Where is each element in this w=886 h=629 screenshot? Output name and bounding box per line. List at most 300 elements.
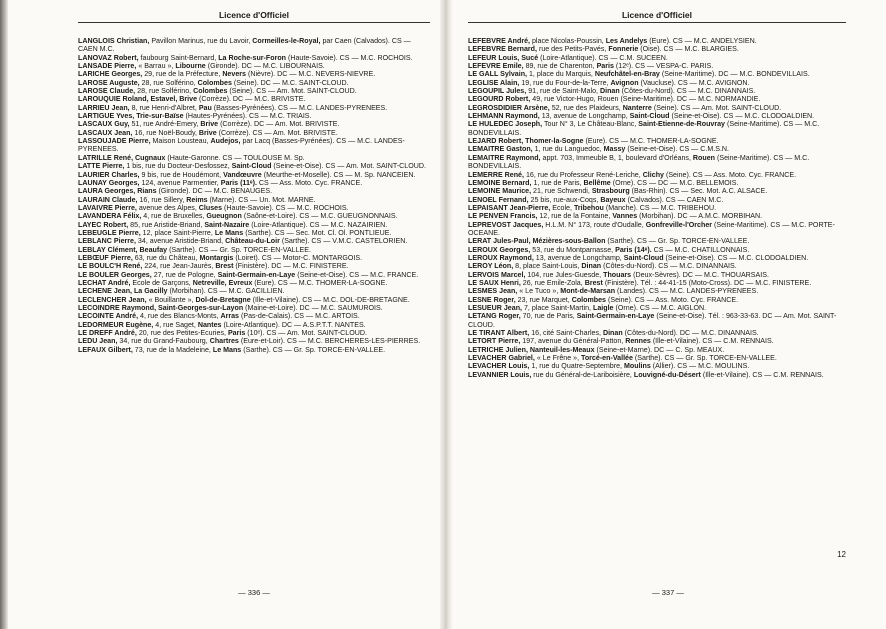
- entry-city: Dinan: [602, 329, 623, 338]
- entry-city: Bayeux: [600, 195, 626, 204]
- entry-club: (Meurthe-et-Moselle). CS — M. Sp. NANCEIEN.: [261, 170, 416, 179]
- directory-entry: [468, 221, 846, 238]
- entry-address: 28, rue Solférino,: [139, 78, 198, 87]
- entry-club: (Sarthe). CS — Sec. Mot. Cl. Ol. PONTLIEUE.: [243, 228, 392, 237]
- entry-address: 53, rue du Montparnasse,: [530, 245, 616, 254]
- entry-name: LECHENE Jean, La Gacilly: [78, 287, 168, 296]
- directory-entry: [468, 296, 846, 304]
- entry-address: 1, place du Marquis,: [527, 70, 595, 79]
- entry-city: Saint-Georges-sur-Layon: [158, 304, 244, 312]
- entry-city: Clichy: [642, 170, 664, 179]
- entry-address: 4, rue Saget,: [153, 320, 198, 329]
- entry-club: (Pas-de-Calais). CS — M.C. ARTOIS.: [239, 312, 360, 321]
- directory-entry: [468, 45, 846, 53]
- entry-city: Neufchâtel-en-Bray: [594, 70, 660, 79]
- directory-entry: [468, 362, 846, 370]
- entry-address: Tour N° 3, Le Château-Blanc,: [542, 120, 639, 129]
- entry-address: 4, rue de Bruxelles,: [141, 212, 207, 221]
- directory-entry: [468, 171, 846, 179]
- entry-address: 28, rue Solférino,: [135, 87, 194, 96]
- entry-address: 4, rue des Blancs-Monts,: [138, 312, 221, 321]
- entry-address: « Le Frêne »,: [534, 354, 582, 363]
- entry-name: LEFAUX Gilbert,: [78, 345, 133, 354]
- entry-address: (Hautes-Pyrénées). CS — M.C. TRIAIS.: [183, 112, 312, 121]
- directory-entry: [78, 171, 430, 179]
- entry-address: 26, rue Emile-Zola,: [520, 278, 585, 287]
- entry-city: Colombes: [193, 87, 228, 96]
- entry-club: (Loire-Atlantique). DC — A.S.P.T.T. NANTES.: [221, 320, 366, 329]
- entry-name: LE TIRANT Albert,: [468, 329, 530, 338]
- entry-city: Torcé-en-Vallée: [581, 354, 633, 363]
- directory-entry: [468, 287, 846, 295]
- directory-entry: [468, 62, 846, 70]
- entry-name: LEFEBVRE André,: [468, 37, 531, 45]
- entry-city: Dinan: [599, 87, 620, 96]
- entry-name: LE HULEDEC Joseph,: [468, 120, 543, 129]
- entry-address: H.L.M. N° 173, route d'Oudalle,: [543, 220, 646, 229]
- left-page: [14, 0, 438, 629]
- entry-address: 13, avenue de Longchamp,: [539, 112, 630, 121]
- directory-entry: [78, 312, 430, 320]
- entry-name: LEROUX Raymond,: [468, 253, 534, 262]
- directory-entry: [78, 212, 430, 220]
- entry-club: (Marne). CS — Un. Mot. MARNE.: [207, 195, 316, 204]
- directory-entry: [468, 95, 846, 103]
- directory-entry: [78, 329, 430, 337]
- directory-entry: [78, 204, 430, 212]
- entry-address: 104, rue Jules-Guesde,: [525, 270, 604, 279]
- directory-entry: [468, 196, 846, 204]
- entry-city: Saint-Germain-en-Laye: [576, 312, 655, 321]
- entry-name: LEDU Jean,: [78, 337, 118, 346]
- directory-entry: [78, 95, 430, 103]
- entry-address: 91, rue de Saint-Malo,: [526, 87, 600, 96]
- directory-entry: [78, 120, 430, 128]
- entry-name: LERAT Jules-Paul, Mézières-sous-Ballon: [468, 237, 606, 246]
- entry-name: LAUNAY Georges,: [78, 178, 140, 187]
- entry-city: Saint-Cloud: [231, 162, 272, 171]
- entry-name: LECHAT André,: [78, 278, 131, 287]
- entry-club: (Seine). CS — Ass. Moto. Cyc. FRANCE.: [663, 170, 797, 179]
- entry-city: Brive: [200, 120, 219, 129]
- entry-name: LANGLOIS Christian,: [78, 37, 150, 45]
- entry-address: (Eure). CS — M.C. THOMER-LA-SOGNE.: [583, 137, 719, 146]
- entry-address: 73, rue de la Madeleine,: [132, 345, 213, 354]
- entry-city: Reims: [186, 195, 208, 204]
- entry-club: (Eure). CS — M.C. THOMER-LA-SOGNE.: [252, 278, 388, 287]
- page-header: Licence d'Officiel: [78, 0, 430, 23]
- page-number: — 336 —: [238, 588, 270, 597]
- entry-club: (Seine-et-Oise). Tél. : 963-33-63. DC — Am. Mot. SAINT-CLOUD.: [468, 312, 837, 329]
- entry-name: LEDORMEUR Eugène,: [78, 320, 154, 329]
- entry-club: (Ille-et-Vilaine). CS — C.M. RENNAIS.: [650, 337, 774, 346]
- entry-address: 8, place Saint-Louis,: [513, 262, 582, 271]
- entry-city: Saint-Cloud: [629, 112, 670, 121]
- entry-club: (Seine-Maritime). CS — M.C. BONDEVILLAIS.: [468, 153, 810, 171]
- directory-entry: [78, 221, 430, 229]
- entry-city: Chartres: [209, 337, 239, 346]
- entry-address: (Gironde). DC — M.C. BENAUGES.: [156, 187, 273, 196]
- entry-city: Nanterre: [622, 103, 652, 112]
- entry-city: Paris (11ᵉ).: [220, 178, 257, 187]
- corner-number: 12: [837, 550, 846, 559]
- entry-name: LANSADE Pierre,: [78, 62, 137, 71]
- entry-name: LEVANNIER Louis,: [468, 370, 532, 379]
- entry-address: 25 bis, rue-aux-Coqs,: [528, 195, 601, 204]
- entry-club: (Gironde). DC — M.C. LIBOURNAIS.: [205, 62, 325, 71]
- directory-entry: [78, 70, 430, 78]
- entry-name: LECOINDRE Raymond,: [78, 304, 157, 312]
- directory-entry: [78, 54, 430, 62]
- entry-name: LEPREVOST Jacques,: [468, 220, 544, 229]
- entry-city: Château-du-Loir: [225, 237, 280, 246]
- entry-city: Saint-Germain-en-Laye: [217, 270, 296, 279]
- directory-entry: [468, 120, 846, 137]
- entry-address: rue des Petits-Pavés,: [536, 45, 609, 54]
- entry-city: Bellême: [583, 178, 611, 187]
- entry-address: 13, avenue de Longchamp,: [533, 253, 624, 262]
- directory-entry: [468, 271, 846, 279]
- entry-address: 1, rue du Quatre-Septembre,: [529, 362, 624, 371]
- entry-club: (Seine). CS — Ass. Moto. Cyc. FRANCE.: [606, 295, 739, 304]
- entry-city: Cluses: [198, 203, 223, 212]
- directory-entry: [468, 337, 846, 345]
- directory-entry: [468, 312, 846, 329]
- entry-city: Le Mans: [212, 345, 242, 354]
- entry-name: LENOEL Fernand,: [468, 195, 529, 204]
- entry-address: (Sarthe). CS — Gr. Sp. TORCE-EN-VALLEE.: [167, 245, 311, 254]
- entry-name: LE DREFF André,: [78, 329, 137, 338]
- directory-entry: [78, 262, 430, 270]
- entry-club: (Landes). CS — M.C. LANDES-PYRENEES.: [615, 287, 759, 296]
- entry-name: LEGOUPIL Jules,: [468, 87, 527, 96]
- entry-address: Ecole,: [550, 203, 574, 212]
- entry-name: LAURAIN Claude,: [78, 195, 138, 204]
- entry-city: Audejos,: [210, 137, 241, 146]
- entry-address: Ecole de Garçons,: [130, 278, 193, 287]
- directory-entry: [468, 279, 846, 287]
- directory-entry: [468, 37, 846, 45]
- entry-name: LEMAITRE Raymond,: [468, 153, 541, 162]
- entry-name: LAVANDERA Félix,: [78, 212, 142, 221]
- entry-name: LEGLISE Alain,: [468, 78, 520, 87]
- page-header: Licence d'Officiel: [468, 0, 846, 23]
- directory-entry: [78, 162, 430, 170]
- entry-club: (Vaucluse). CS — M.C. AVIGNON.: [638, 78, 750, 87]
- entry-club: (Morbihan). DC — A.M.C. MORBIHAN.: [637, 212, 763, 221]
- entry-address: Pavillon Marinus, rue du Lavoir,: [149, 37, 253, 45]
- entry-name: LEFEVRE Emile,: [468, 62, 524, 71]
- entry-club: (Seine-Maritime). DC — M.C. BONDEVILLAIS.: [659, 70, 810, 79]
- entry-city: La Roche-sur-Foron: [218, 53, 287, 62]
- entry-club: (10ᵉ). CS — Am. Mot. SAINT-CLOUD.: [245, 329, 367, 338]
- entry-address: place Nicolas-Poussin,: [530, 37, 606, 45]
- entry-address: (Haute-Garonne. CS — TOULOUSE M. Sp.: [165, 153, 305, 162]
- entry-city: Nevers: [222, 70, 246, 79]
- entry-club: (Corrèze). CS — Am. Mot. BRIVISTE.: [216, 128, 338, 137]
- entry-club: (Seine-et-Oise). CS — M.C. FRANCE.: [295, 270, 419, 279]
- entry-name: LE PENVEN Francis,: [468, 212, 538, 221]
- entry-address: 16, rue Sillery,: [137, 195, 187, 204]
- entry-city: Laigle: [592, 304, 614, 312]
- entry-city: Nantes: [197, 320, 222, 329]
- entry-name: LAROSE Auguste,: [78, 78, 140, 87]
- entry-address: « Barrau »,: [136, 62, 176, 71]
- entry-city: Saint-Cloud: [623, 253, 664, 262]
- entry-name: LERVOIS Marcel,: [468, 270, 526, 279]
- directory-entry: [468, 79, 846, 87]
- entry-address: faubourg Saint-Bernard,: [138, 53, 219, 62]
- entry-name: LAURA Georges, Rians: [78, 187, 157, 196]
- entry-address: 224, rue Jean-Jaurès,: [142, 262, 216, 271]
- entry-address: (Sarthe). CS — Gr. Sp. TORCE-EN-VALLEE.: [605, 237, 750, 246]
- entry-address: 12, place Saint-Pierre,: [140, 228, 215, 237]
- entry-address: 89, rue de Charenton,: [523, 62, 597, 71]
- entry-name: LEMOINE Maurice,: [468, 187, 532, 196]
- entry-name: LESUEUR Jean,: [468, 304, 523, 312]
- entry-club: (Sarthe). CS — V.M.C. CASTELORIEN.: [279, 237, 408, 246]
- entry-name: LETANG Roger,: [468, 312, 521, 321]
- entry-address: 12, rue de la Fontaine,: [537, 212, 613, 221]
- directory-entry: [468, 70, 846, 78]
- entry-club: (Eure-et-Loir). CS — M.C. BERCHERES-LES-PIERRES.: [238, 337, 421, 346]
- directory-entry: [78, 271, 430, 279]
- directory-entry: [78, 87, 430, 95]
- entry-name: LEMAITRE Gaston,: [468, 145, 533, 154]
- entry-address: 124, avenue Parmentier,: [139, 178, 221, 187]
- entry-address: appt. 703, Immeuble B, 1, boulevard d'Orléans,: [540, 153, 693, 162]
- entry-address: 70, rue de Paris,: [520, 312, 577, 321]
- entry-name: LAURIER Charles,: [78, 170, 140, 179]
- directory-entry: [468, 237, 846, 245]
- entry-name: LE BOULC'H René,: [78, 262, 143, 271]
- entry-club: (Bas-Rhin). CS — Sec. Mot. A.C. ALSACE.: [629, 187, 768, 196]
- entry-name: LEFEBVRE Bernard,: [468, 45, 537, 54]
- entry-city: Brest: [215, 262, 234, 271]
- entry-name: LEBLAY Clément, Beaufay: [78, 245, 168, 254]
- entry-city: Avignon: [610, 78, 639, 87]
- entry-address: 51, rue André-Emery,: [129, 120, 201, 129]
- entry-club: (Finistère). Tél. : 44-41-15 (Moto-Cross). DC — M.C. FINISTERE.: [602, 278, 812, 287]
- entry-name: LECOINTE André,: [78, 312, 139, 321]
- entry-city: Rennes: [625, 337, 651, 346]
- entry-name: LEJARD Robert, Thomer-la-Sogne: [468, 137, 584, 146]
- entry-club: (Seine-et-Oise). CS — Am. Mot. SAINT-CLOUD.: [271, 162, 426, 171]
- entry-club: (Côtes-du-Nord). CS — M.C. DINANNAIS.: [601, 262, 737, 271]
- directory-entry: [78, 304, 430, 312]
- entry-city: Vannes: [612, 212, 638, 221]
- entry-name: LEGOURD Robert,: [468, 95, 531, 104]
- directory-entry: [468, 179, 846, 187]
- entry-club: (Orne). CS — DC — M.C. BELLEMOIS.: [610, 178, 739, 187]
- entry-name: LETRICHE Julien, Nanteuil-les-Meaux: [468, 345, 595, 354]
- right-page: [456, 0, 880, 629]
- directory-entry: [78, 179, 430, 187]
- entry-address: 34, rue du Grand-Faubourg,: [117, 337, 210, 346]
- directory-entry: [78, 104, 430, 112]
- entry-name: LARICHE Georges,: [78, 70, 143, 79]
- entry-name: LESNE Roger,: [468, 295, 516, 304]
- book-gutter: [440, 0, 452, 629]
- entry-club: (Loire-Atlantique). CS — M.C. NAZAIRIEN.: [249, 220, 388, 229]
- entry-club: (Basses-Pyrénées). CS — M.C. LANDES-PYRENEES.: [211, 103, 388, 112]
- entry-name: LEMOINE Bernard,: [468, 178, 532, 187]
- directory-entry: [78, 296, 430, 304]
- entry-club: (Côtes-du-Nord). DC — M.C. DINANNAIS.: [622, 329, 759, 338]
- directory-entry: [468, 104, 846, 112]
- entry-club: (Deux-Sèvres). DC — M.C. THOUARSAIS.: [631, 270, 769, 279]
- entry-club: (Ille-et-Vilaine). CS — M.C. DOL-DE-BRETAGNE.: [250, 295, 410, 304]
- entry-club: (Maine-et-Loire). DC — M.C. SAUMUROIS.: [243, 304, 383, 312]
- entry-club: (Finistère). DC — M.C. FINISTERE.: [233, 262, 349, 271]
- entry-city: Saint-Nazaire: [204, 220, 250, 229]
- entry-address: 7, place Saint-Martin,: [522, 304, 593, 312]
- directory-entry: [78, 237, 430, 245]
- entry-address: 1, rue de Paris,: [531, 178, 584, 187]
- entry-city: Rouen: [692, 153, 715, 162]
- entry-address: (Loire-Atlantique). CS — C.M. SUCEEN.: [538, 53, 668, 62]
- entry-address: 27, rue de Pologne,: [151, 270, 218, 279]
- entry-club: (Nièvre). DC — M.C. NEVERS-NIEVRE.: [245, 70, 376, 79]
- directory-entry: [78, 246, 430, 254]
- entry-club: (Ille-et-Vilaine). CS — C.M. RENNAIS.: [700, 370, 824, 379]
- directory-entry: [468, 354, 846, 362]
- directory-entry: [78, 137, 430, 154]
- entry-name: LAYEC Robert,: [78, 220, 129, 229]
- entry-address: 85, rue Aristide-Briand,: [128, 220, 205, 229]
- entry-city: Montargis: [199, 253, 234, 262]
- entry-club: (Haute-Savoie). CS — M.C. ROCHOIS.: [222, 203, 349, 212]
- directory-entry: [78, 321, 430, 329]
- entry-address: « Le Tuco »,: [517, 287, 561, 296]
- entry-name: LECLENCHER Jean,: [78, 295, 147, 304]
- directory-entry: [78, 229, 430, 237]
- entry-city: Mont-de-Marsan: [560, 287, 616, 296]
- scan-edge: [0, 0, 8, 629]
- entry-city: Tribehou: [573, 203, 604, 212]
- entry-city: Les Andelys: [605, 37, 648, 45]
- entry-name: LEVACHER Louis,: [468, 362, 530, 371]
- directory-entry: [468, 254, 846, 262]
- entry-name: LAVAIVRE Pierre,: [78, 203, 137, 212]
- entry-club: (12ᵉ). CS — VESPA-C. PARIS.: [613, 62, 714, 71]
- entry-address: 63, rue du Château,: [132, 253, 200, 262]
- entry-name: LATTE Pierre,: [78, 162, 125, 171]
- entry-name: LARRIEU Jean,: [78, 103, 130, 112]
- entry-city: Gueugnon: [206, 212, 242, 221]
- directory-entry: [78, 254, 430, 262]
- entry-name: LEPAISANT Jean-Pierre,: [468, 203, 551, 212]
- directory-entry: [468, 87, 846, 95]
- directory-entry: [468, 371, 846, 379]
- entry-city: Cormeilles-le-Royal,: [252, 37, 321, 45]
- entry-city: Moulins: [624, 362, 651, 371]
- entry-city: Netreville, Evreux: [192, 278, 253, 287]
- entry-address: 197, avenue du Général-Patton,: [520, 337, 626, 346]
- directory-entry: [78, 62, 430, 70]
- entry-address: 16, rue du Professeur René-Leriche,: [523, 170, 643, 179]
- entry-name: LAROUQUIE Roland, Estavel, Brive: [78, 95, 198, 104]
- entry-club: (Corrèze). DC — Am. Mot. BRIVISTE.: [218, 120, 340, 129]
- directory-entry: [468, 329, 846, 337]
- directory-entry: [468, 304, 846, 312]
- entry-name: LEVACHER Gabriel,: [468, 354, 535, 363]
- directory-entry: [468, 212, 846, 220]
- entry-name: LARTIGUE Yves, Trie-sur-Baïse: [78, 112, 184, 121]
- entry-address: avenue des Alpes,: [136, 203, 199, 212]
- entry-address: 21, rue Schwendi,: [531, 187, 592, 196]
- entry-address: rue du Général-de-Lariboisière,: [531, 370, 634, 379]
- entry-city: Thouars: [603, 270, 632, 279]
- entry-club: (Seine). CS — Am. Mot. SAINT-CLOUD.: [651, 103, 782, 112]
- entry-city: Saint-Etienne-de-Rouvray: [638, 120, 725, 129]
- entry-address: 1, rue du Languedoc,: [532, 145, 604, 154]
- entry-club: (Haute-Savoie). CS — M.C. ROCHOIS.: [286, 53, 413, 62]
- directory-entry: [78, 37, 430, 54]
- entry-address: 16, rue Noël-Boudy,: [132, 128, 199, 137]
- entry-list: [468, 37, 846, 379]
- directory-entry: [468, 346, 846, 354]
- entry-list: [78, 37, 430, 354]
- entry-club: (Saône-et-Loire). CS — M.C. GUEUGNONNAIS.: [241, 212, 398, 221]
- entry-club: (Loiret). CS — Motor-C. MONTARGOIS.: [233, 253, 363, 262]
- entry-address: « Bouillante »,: [146, 295, 196, 304]
- entry-club: CS — Ass. Moto. Cyc. FRANCE.: [256, 178, 363, 187]
- entry-club: (Seine-et-Oise). CS — M.C. CLODOALDIEN.: [669, 112, 815, 121]
- entry-club: par Caen (Calvados). CS — CAEN M.C.: [78, 37, 411, 54]
- entry-club: CS — M.C. CHATILLONNAIS.: [651, 245, 750, 254]
- entry-name: LEROY Léon,: [468, 262, 514, 271]
- entry-address: 19, rue du Four-de-la-Terre,: [519, 78, 611, 87]
- entry-name: LASCAUX Guy,: [78, 120, 130, 129]
- entry-address: 16, cité Saint-Charles,: [529, 329, 603, 338]
- entry-club: (Seine). CS — Am. Mot. SAINT-CLOUD.: [227, 87, 357, 96]
- directory-entry: [468, 145, 846, 153]
- entry-city: Strasbourg: [591, 187, 630, 196]
- entry-address: Maison Lousteau,: [150, 137, 211, 146]
- entry-name: LASCAUX Jean,: [78, 128, 133, 137]
- entry-name: LASSOUJADE Pierre,: [78, 137, 151, 146]
- entry-name: LEBLANC Pierre,: [78, 237, 136, 246]
- directory-entry: [78, 112, 430, 120]
- entry-club: (Calvados). CS — CAEN M.C.: [625, 195, 724, 204]
- entry-name: LEGROSDIDIER Arsène,: [468, 103, 550, 112]
- entry-city: Paris: [596, 62, 614, 71]
- entry-club: (Seine-Maritime). CS — M.C. BONDEVILLAIS.: [468, 120, 820, 137]
- entry-city: Pau: [198, 103, 212, 112]
- directory-entry: [468, 187, 846, 195]
- entry-city: Le Mans: [214, 228, 244, 237]
- entry-name: LEMERRE René,: [468, 170, 524, 179]
- entry-address: 52, rue des Plaideurs,: [549, 103, 623, 112]
- directory-entry: [468, 54, 846, 62]
- entry-club: (Allier). CS — M.C. MOULINS.: [650, 362, 750, 371]
- directory-entry: [78, 346, 430, 354]
- entry-club: (Oise). CS — M.C. BLARGIES.: [638, 45, 739, 54]
- entry-address: 20, rue des Petites-Ecuries,: [136, 329, 228, 338]
- directory-entry: [78, 279, 430, 287]
- entry-club: (Seine). DC — M.C. SAINT-CLOUD.: [231, 78, 349, 87]
- entry-club: par Lacq (Basses-Pyrénées). CS — M.C. LANDES-PYRENEES.: [78, 137, 405, 154]
- entry-name: LETORT Pierre,: [468, 337, 521, 346]
- entry-city: Brest: [584, 278, 603, 287]
- entry-club: (Sarthe). CS — Gr. Sp. TORCE-EN-VALLEE.: [241, 345, 386, 354]
- directory-entry: [78, 287, 430, 295]
- entry-city: Colombes: [197, 78, 232, 87]
- directory-entry: [78, 154, 430, 162]
- entry-address: 8, rue Henri-d'Albret,: [129, 103, 199, 112]
- entry-city: Louvigné-du-Désert: [633, 370, 701, 379]
